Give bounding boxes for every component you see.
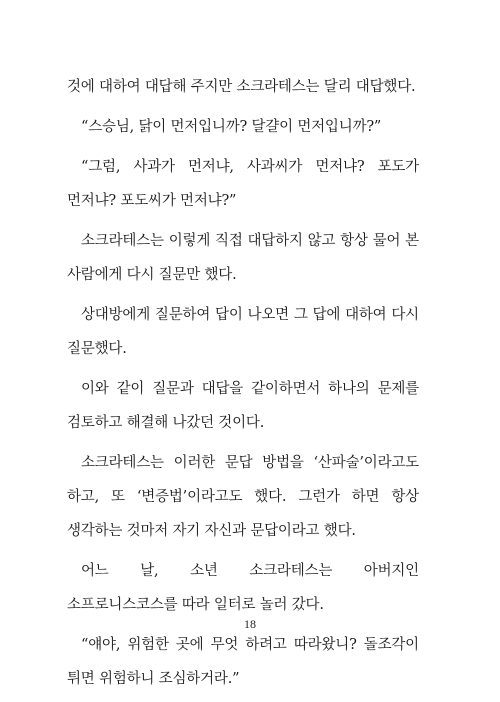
page-number: 18 [244, 617, 256, 631]
body-text [67, 70, 419, 702]
paragraph-dialogue-question: “스승님, 닭이 먼저입니까? 달걀이 먼저입니까?” [81, 119, 382, 135]
paragraph-dialogue-reply: “그럼, 사과가 먼저냐, 사과씨가 먼저냐? 포도가 먼저냐? 포도씨가 먼저냐?” [67, 159, 419, 209]
paragraph: 어느 날, 소년 소크라테스는 아버지인 소프로니스코스를 따라 일터로 놀러 갔다. [67, 563, 419, 613]
paragraph: 이와 같이 질문과 대답을 같이하면서 하나의 문제를 검토하고 해결해 나갔던 것이다. [67, 381, 419, 431]
paragraph: 상대방에게 질문하여 답이 나오면 그 답에 대하여 다시 질문했다. [67, 307, 419, 357]
paragraph: 소크라테스는 이렇게 직접 대답하지 않고 항상 물어 본 사람에게 다시 질문만 했다. [67, 233, 419, 283]
paragraph-dialogue-warning: “얘야, 위험한 곳에 무엇 하려고 따라왔니? 돌조각이 튀면 위험하니 조심하거라.” [67, 637, 419, 687]
paragraph: 소크라테스는 이러한 문답 방법을 ‘산파술’이라고도 하고, 또 ‘변증법’이라고도 했다. 그런가 하면 항상 생각하는 것마저 자기 자신과 문답이라고 했다. [67, 455, 419, 539]
paragraph-continued: 것에 대하여 대답해 주지만 소크라테스는 달리 대답했다. [67, 79, 416, 95]
